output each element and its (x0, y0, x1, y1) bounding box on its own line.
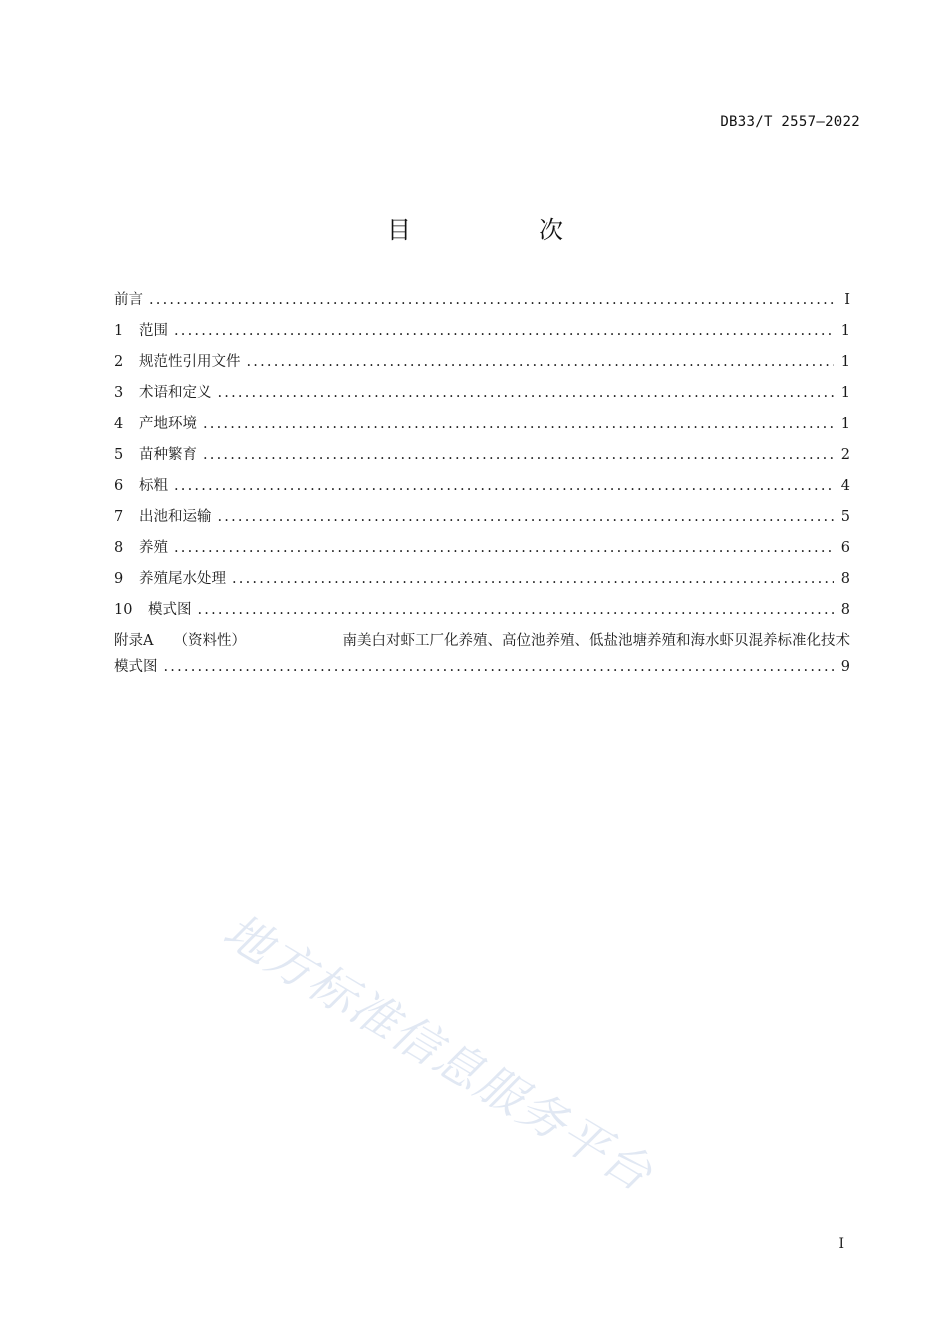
toc-entry-page: 1 (840, 323, 850, 339)
toc-entry-number: 2 (114, 354, 124, 370)
toc-entry-page: 1 (840, 385, 850, 401)
toc-entry-number: 6 (114, 478, 124, 494)
toc-entry-page: 8 (840, 571, 850, 587)
toc-entry-1[interactable] (114, 319, 850, 350)
toc-leader-dots (218, 509, 835, 525)
toc-entry-page: 6 (840, 540, 850, 556)
toc-entry-label: 苗种繁育 (139, 447, 197, 463)
toc-leader-dots (218, 385, 835, 401)
appendix-informative-tag: （资料性） (173, 633, 246, 649)
page-title: 目 次 (387, 216, 615, 244)
toc-entry-label: 模式图 (148, 602, 192, 618)
toc-entry-number: 7 (114, 509, 124, 525)
appendix-prefix: 附录A (114, 633, 154, 649)
toc-entry-number: 4 (114, 416, 124, 432)
appendix-title: 南美白对虾工厂化养殖、高位池养殖、低盐池塘养殖和海水虾贝混养标准化技术 (342, 633, 850, 649)
toc-leader-dots (174, 540, 834, 556)
toc-entry-label: 产地环境 (139, 416, 197, 432)
toc-entry-number: 5 (114, 447, 124, 463)
toc-entry-number: 8 (114, 540, 124, 556)
toc-entry-label: 养殖尾水处理 (139, 571, 226, 587)
toc-entry-page: 8 (840, 602, 850, 618)
toc-entry-label: 前言 (114, 292, 143, 308)
toc-entry-4[interactable] (114, 412, 850, 443)
toc-leader-dots (203, 447, 834, 463)
toc-entry-6[interactable] (114, 474, 850, 505)
toc-leader-dots (174, 478, 834, 494)
toc-leader-dots (232, 571, 834, 587)
watermark-text: 地方标准信息服务平台 (213, 903, 663, 1203)
page-number: I (838, 1236, 844, 1252)
toc-entry-3[interactable] (114, 381, 850, 412)
toc-entry-page: 2 (840, 447, 850, 463)
toc-entry-label: 规范性引用文件 (139, 354, 241, 370)
toc-entry-page: 4 (840, 478, 850, 494)
toc-entry-5[interactable] (114, 443, 850, 474)
toc-leader-dots (198, 602, 835, 618)
appendix-title-line (114, 629, 850, 655)
appendix-heading (114, 629, 268, 650)
document-code: DB33/T 2557—2022 (720, 114, 860, 130)
toc-entry-label: 出池和运输 (139, 509, 212, 525)
toc-entry-label: 范围 (139, 323, 168, 339)
toc-entry-9[interactable] (114, 567, 850, 598)
toc-entry-7[interactable] (114, 505, 850, 536)
toc-entry-page: 1 (840, 354, 850, 370)
toc-entry-number: 10 (114, 602, 133, 618)
toc-entry-page: 9 (840, 659, 850, 675)
toc-entry-number: 3 (114, 385, 124, 401)
toc-entry-label: 术语和定义 (139, 385, 212, 401)
toc-entry-8[interactable] (114, 536, 850, 567)
appendix-title-line2: 模式图 (114, 659, 158, 675)
toc-leader-dots (203, 416, 834, 432)
toc-leader-dots (164, 659, 835, 675)
toc-entry-page: 5 (840, 509, 850, 525)
appendix-title-continuation (114, 655, 850, 686)
toc-entry-10[interactable] (114, 598, 850, 629)
toc-leader-dots (247, 354, 835, 370)
toc-entry-2[interactable] (114, 350, 850, 381)
toc-entry-label: 标粗 (139, 478, 168, 494)
toc-leader-dots (174, 323, 834, 339)
toc-leader-dots (149, 292, 834, 308)
table-of-contents (114, 288, 850, 686)
toc-entry-label: 养殖 (139, 540, 168, 556)
toc-entry-page: I (844, 292, 850, 308)
toc-entry-number: 1 (114, 323, 124, 339)
toc-entry-appendix-a[interactable] (114, 629, 850, 686)
toc-entry-number: 9 (114, 571, 124, 587)
toc-entry-page: 1 (840, 416, 850, 432)
toc-entry-foreword[interactable] (114, 288, 850, 319)
